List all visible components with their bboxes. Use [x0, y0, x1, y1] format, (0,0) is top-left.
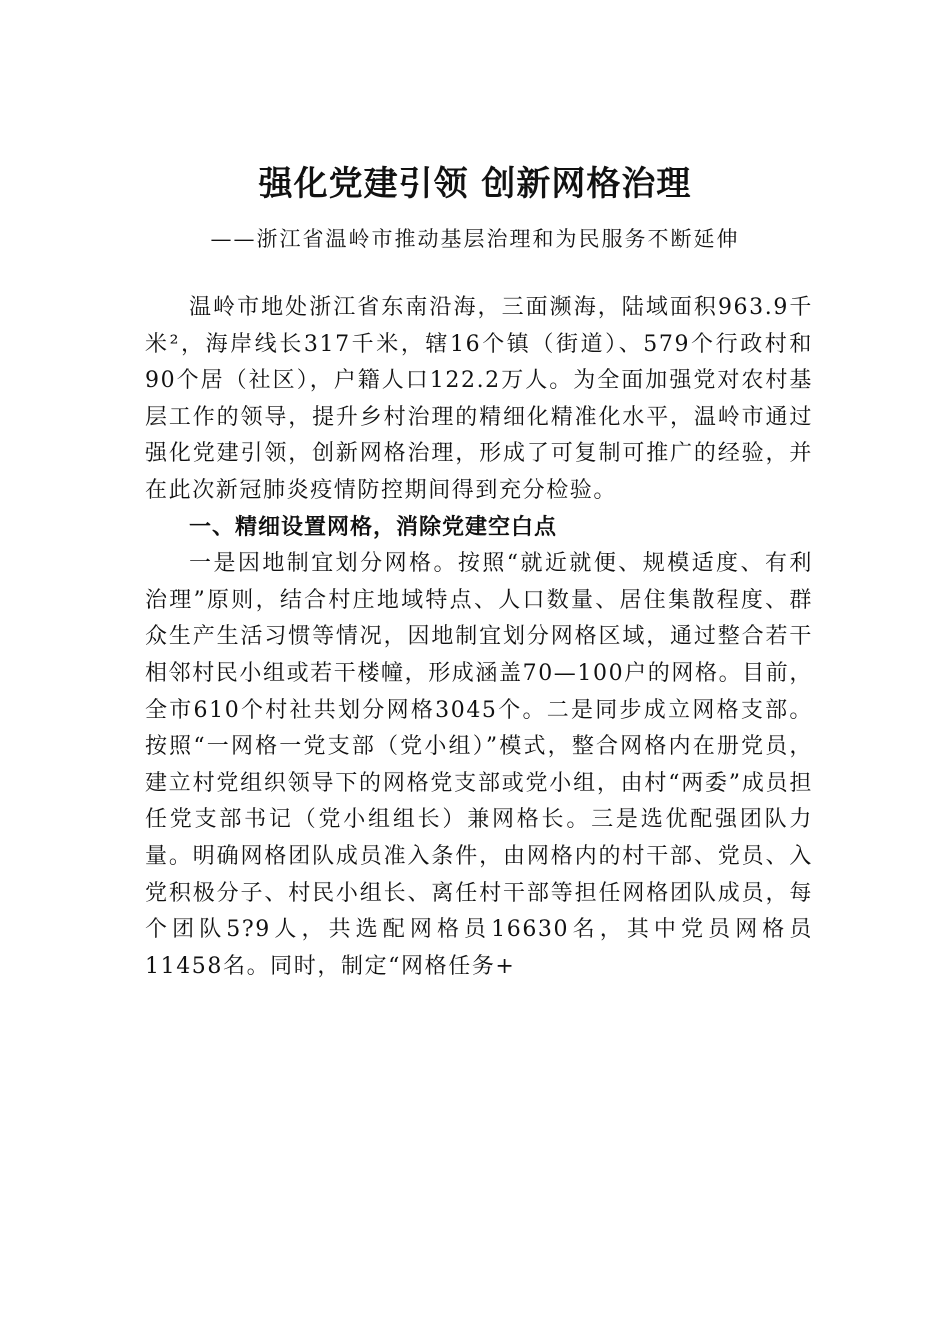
intro-paragraph: 温岭市地处浙江省东南沿海，三面濒海，陆域面积963.9千米²，海岸线长317千米，辖16个镇（街道）、579个行政村和90个居（社区），户籍人口122.2万人。为全面加强党对农村基层工作的领导，提升乡村治理的精细化精准化水平，温岭市通过强化党建引领，创新网格治理，形成了可复制可推广的经验，并在此次新冠肺炎疫情防控期间得到充分检验。 — [145, 295, 813, 503]
section-paragraph: 一是因地制宜划分网格。按照“就近就便、规模适度、有利治理”原则，结合村庄地域特点、人口数量、居住集散程度、群众生产生活习惯等情况，因地制宜划分网格区域，通过整合若干相邻村民小组或若干楼幢，形成涵盖70—100户的网格。目前，全市610个村社共划分网格3045个。二是同步成立网格支部。按照“一网格一党支部（党小组）”模式，整合网格内在册党员，建立村党组织领导下的网格党支部或党小组，由村“两委”成员担任党支部书记（党小组组长）兼网格长。三是选优配强团队力量。明确网格团队成员准入条件，由网格内的村干部、党员、入党积极分子、村民小组长、离任村干部等担任网格团队成员，每个团队5?9人，共选配网格员16630名，其中党员网格员11458名。同时，制定“网格任务+ — [145, 551, 813, 979]
section-heading: 一、精细设置网格，消除党建空白点 — [189, 514, 558, 540]
document-body — [145, 290, 813, 985]
document-title: 强化党建引领 创新网格治理 — [258, 164, 692, 204]
document-subtitle: ——浙江省温岭市推动基层治理和为民服务不断延伸 — [210, 227, 740, 251]
